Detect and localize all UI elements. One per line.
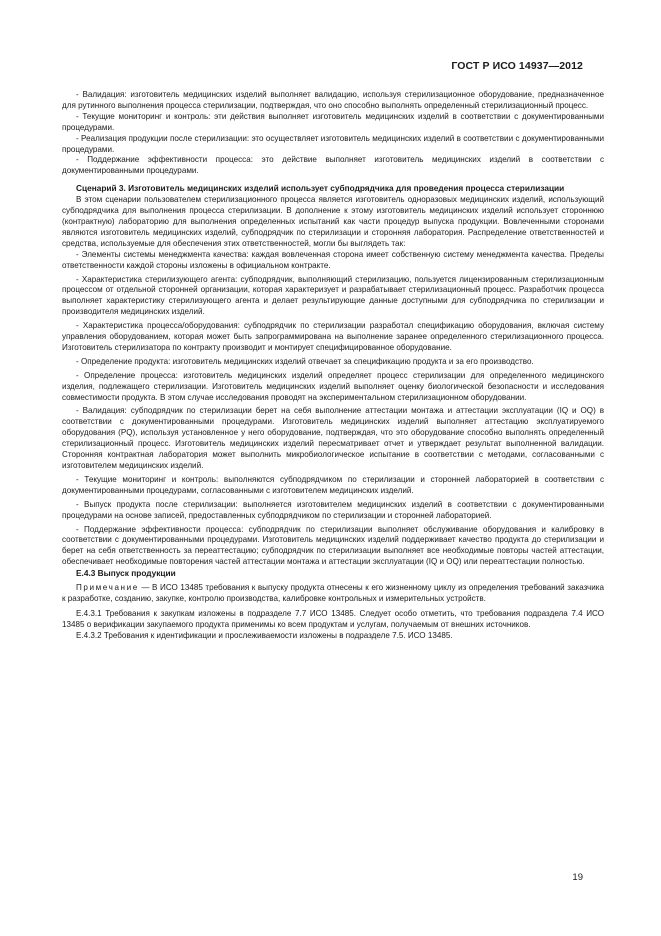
list-item: - Валидация: изготовитель медицинских изделий выполняет валидацию, используя стерилизационное оборудование, предназначенное для рутинного выполнения процесса стерилизации, подтверждая, что оно способно выполнять определенный стерилизационный процесс. [62,90,604,110]
list-item: - Характеристика стерилизующего агента: субподрядчик, выполняющий стерилизацию, пользуется лицензированным стерилизационным процессом от отдельной сторонней организации, которая характеризует и разрабатывает стерилизационный процесс. Разработчик процесса выполняет характеристику стерилизующего агента и делает результирующие данные доступными для субподрядчика по стерилизации и производителя медицинских изделий. [62,274,604,317]
note-text: — В ИСО 13485 требования к выпуску продукта отнесены к его жизненному циклу из определения требований заказчика к разработке, созданию, закупке, контролю производства, калибровке контрольных и измерительных устройств. [62,583,604,603]
page-number: 19 [572,872,583,883]
clause-paragraph: Е.4.3.2 Требования к идентификации и прослеживаемости изложены в подразделе 7.5. ИСО 13485. [76,630,453,640]
clause-paragraph: Е.4.3.1 Требования к закупкам изложены в подразделе 7.7 ИСО 13485. Следует особо отметить, что требования подраздела 7.4 ИСО 13485 о верификации закупаемого продукта применимы ко всем продуктам и услугам, получаемым от внешних источников. [62,608,604,629]
list-item: - Текущие мониторинг и контроль: выполняются субподрядчиком по стерилизации и сторонней лабораторией в соответствии с документированными процедурами, согласованными с изготовителем медицинских изделий. [62,474,604,495]
list-item: - Реализация продукции после стерилизации: это осуществляет изготовитель медицинских изделий в соответствии с документированными процедурами. [62,133,604,154]
list-item: - Определение продукта: изготовитель медицинских изделий отвечает за спецификацию продукта и за его производство. [76,356,534,366]
list-item: - Характеристика процесса/оборудования: субподрядчик по стерилизации разработал спецификацию оборудования, включая систему управления оборудованием, которая может быть запрограммирована на выполнение заранее определенного стерилизационного процесса. Изготовитель стерилизатора по контракту производит и монтирует специфицированное оборудование. [62,321,604,352]
page-content [62,90,604,642]
list-item: - Поддержание эффективности процесса: это действие выполняет изготовитель медицинских изделий в соответствии с документированными процедурами. [62,155,604,176]
list-item: - Элементы системы менеджмента качества: каждая вовлеченная сторона имеет собственную систему менеджмента качества. Пределы ответственности каждой стороны изложены в официальном контракте. [62,249,604,270]
list-item: - Валидация: субподрядчик по стерилизации берет на себя выполнение аттестации монтажа и аттестации эксплуатации (IQ и OQ) в соответствии с документированными процедурами. Изготовитель медицинских изделий выполняет аттестацию эксплуатируемого оборудования (PQ), используя установленное у него оборудование, подтверждая, что это оборудование способно выполнять определенный стерилизационный процесс. Изготовитель медицинских изделий пересматривает отчет и утверждает результат выполненной валидации. Сторонняя контрактная лаборатория может выполнить микробиологическое испытание в соответствии с методами, согласованными с изготовителем медицинских изделий. [62,406,604,470]
note-label: Примечание [76,583,139,593]
note-paragraph [62,583,604,605]
scenario-heading: Сценарий 3. Изготовитель медицинских изделий использует субподрядчика для проведения процесса стерилизации [76,183,565,194]
scenario-intro: В этом сценарии пользователем стерилизационного процесса является изготовитель одноразовых медицинских изделий, использующий субподрядчика для выполнения процесса стерилизации. В дополнение к этому изготовитель медицинских изделий использует стороннюю (контрактную) лабораторию для выполнения определенных испытаний как части процедур выпуска продукции. Вовлеченными сторонами являются изготовитель медицинских изделий, субподрядчик по стерилизации и сторонняя лаборатория. Распределение ответственностей и средства, используемые для обеспечения этих ответственностей, могли бы выглядеть так: [62,195,604,248]
list-item: - Поддержание эффективности процесса: субподрядчик по стерилизации выполняет обслуживание оборудования и калибровку в соответствии с документированными процедурами. Изготовитель медицинских изделий поддерживает качество продукта до стерилизации и берет на себя ответственность за переаттестацию; субподрядчик по стерилизации выполняет все необходимые повторы частей аттестации, обеспечивает необходимые повторения частей аттестации монтажа и аттестации эксплуатации (IQ и OQ) или переаттестации полностью. [62,524,604,567]
list-item: - Выпуск продукта после стерилизации: выполняется изготовителем медицинских изделий в соответствии с документированными процедурами на основе записей, предоставленных субподрядчиком по стерилизации и сторонней лабораторией. [62,499,604,520]
document-code: ГОСТ Р ИСО 14937—2012 [451,60,583,72]
section-heading: Е.4.3 Выпуск продукции [76,568,176,579]
list-item: - Текущие мониторинг и контроль: эти действия выполняет изготовитель медицинских изделий в соответствии с документированными процедурами. [62,111,604,132]
list-item: - Определение процесса: изготовитель медицинских изделий определяет процесс стерилизации для определенного медицинского изделия, подлежащего стерилизации. Изготовитель медицинских изделий выполняет оценку биологической безопасности и исследования совместимости продукта. В этом случае исследования проводят на экспериментальном стерилизационном оборудовании. [62,370,604,402]
